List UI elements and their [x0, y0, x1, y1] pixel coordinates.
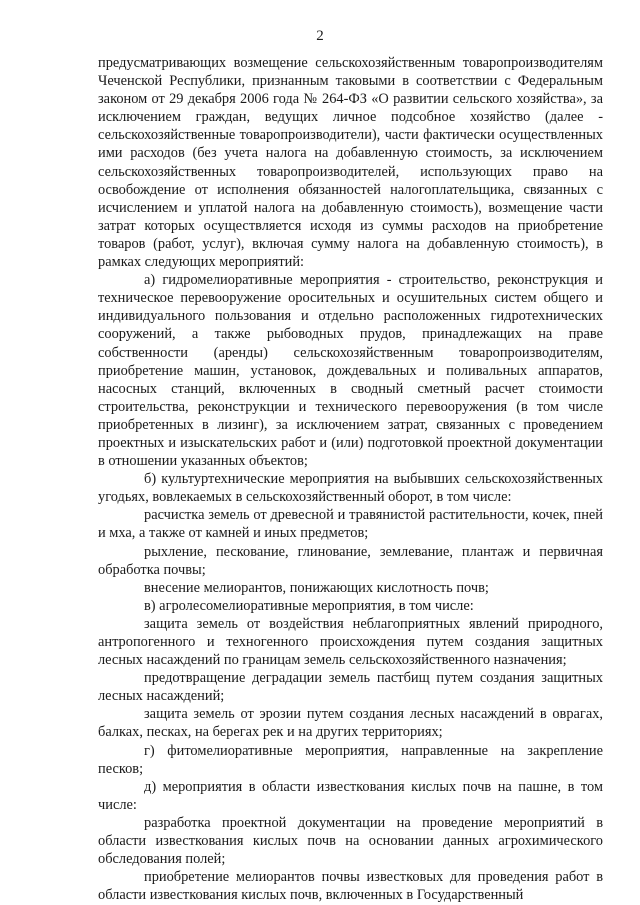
- paragraph-project-documentation: разработка проектной документации на проведение мероприятий в области известкования кислых почв на основании данных агрохимического обследования полей;: [98, 814, 603, 868]
- paragraph-erosion-protection: защита земель от эрозии путем создания лесных насаждений в оврагах, балках, песках, на берегах рек и на других территориях;: [98, 706, 603, 741]
- paragraph-pasture-degradation: предотвращение деградации земель пастбищ путем создания защитных лесных насаждений;: [98, 670, 603, 705]
- paragraph-intro: предусматривающих возмещение сельскохозяйственным товаропроизводителям Чеченской Республики, признанным таковыми в соответствии с Федеральным законом от 29 декабря 2006 года № 264-ФЗ «О развитии сельского хозяйства», за исключением граждан, ведущих личное подсобное хозяйство (далее - сельскохозяйственные товаропроизводители), части фактически осуществленных ими расходов (без учета налога на добавленную стоимость, за исключением сельскохозяйственных товаропроизводителей, использующих право на освобождение от исполнения обязанностей налогоплательщика, связанных с исчислением и уплатой налога на добавленную стоимость), возмещение части затрат которых осуществляется исходя из суммы расходов на приобретение товаров (работ, услуг), включая сумму налога на добавленную стоимость), в рамках следующих мероприятий:: [98, 55, 603, 271]
- paragraph-land-protection: защита земель от воздействия неблагоприятных явлений природного, антропогенного и техногенного происхождения путем создания защитных лесных насаждений по границам земель сельскохозяйственного назначения;: [98, 615, 603, 669]
- paragraph-land-clearing: расчистка земель от древесной и травянистой растительности, кочек, пней и мха, а также от камней и иных предметов;: [98, 507, 603, 542]
- paragraph-agroforestry: в) агролесомелиоративные мероприятия, в том числе:: [144, 597, 474, 614]
- document-body: [98, 54, 603, 904]
- page-number: 2: [316, 28, 324, 44]
- paragraph-ameliorants: внесение мелиорантов, понижающих кислотность почв;: [144, 579, 489, 596]
- paragraph-cultural-technical: б) культуртехнические мероприятия на выбывших сельскохозяйственных угодьях, вовлекаемых в сельскохозяйственный оборот, в том числе:: [98, 471, 603, 506]
- paragraph-liming: д) мероприятия в области известкования кислых почв на пашне, в том числе:: [98, 778, 603, 813]
- paragraph-phytoreclamation: г) фитомелиоративные мероприятия, направленные на закрепление песков;: [98, 742, 603, 777]
- paragraph-soil-tillage: рыхление, пескование, глинование, землевание, плантаж и первичная обработка почвы;: [98, 543, 603, 578]
- paragraph-ameliorant-purchase: приобретение мелиорантов почвы известковых для проведения работ в области известкования кислых почв, включенных в Государственный: [98, 869, 603, 904]
- paragraph-hydro-reclamation: а) гидромелиоративные мероприятия - строительство, реконструкция и техническое перевооружение оросительных и осушительных систем общего и индивидуального пользования и отдельно расположенных гидротехнических сооружений, а также рыбоводных прудов, принадлежащих на праве собственности (аренды) сельскохозяйственным товаропроизводителям, приобретение машин, установок, дождевальных и поливальных аппаратов, насосных станций, включенных в сводный сметный расчет стоимости строительства, реконструкции и технического перевооружения (в том числе приобретенных в лизинг), за исключением затрат, связанных с проведением проектных и изыскательских работ и (или) подготовкой проектной документации в отношении указанных объектов;: [98, 272, 603, 470]
